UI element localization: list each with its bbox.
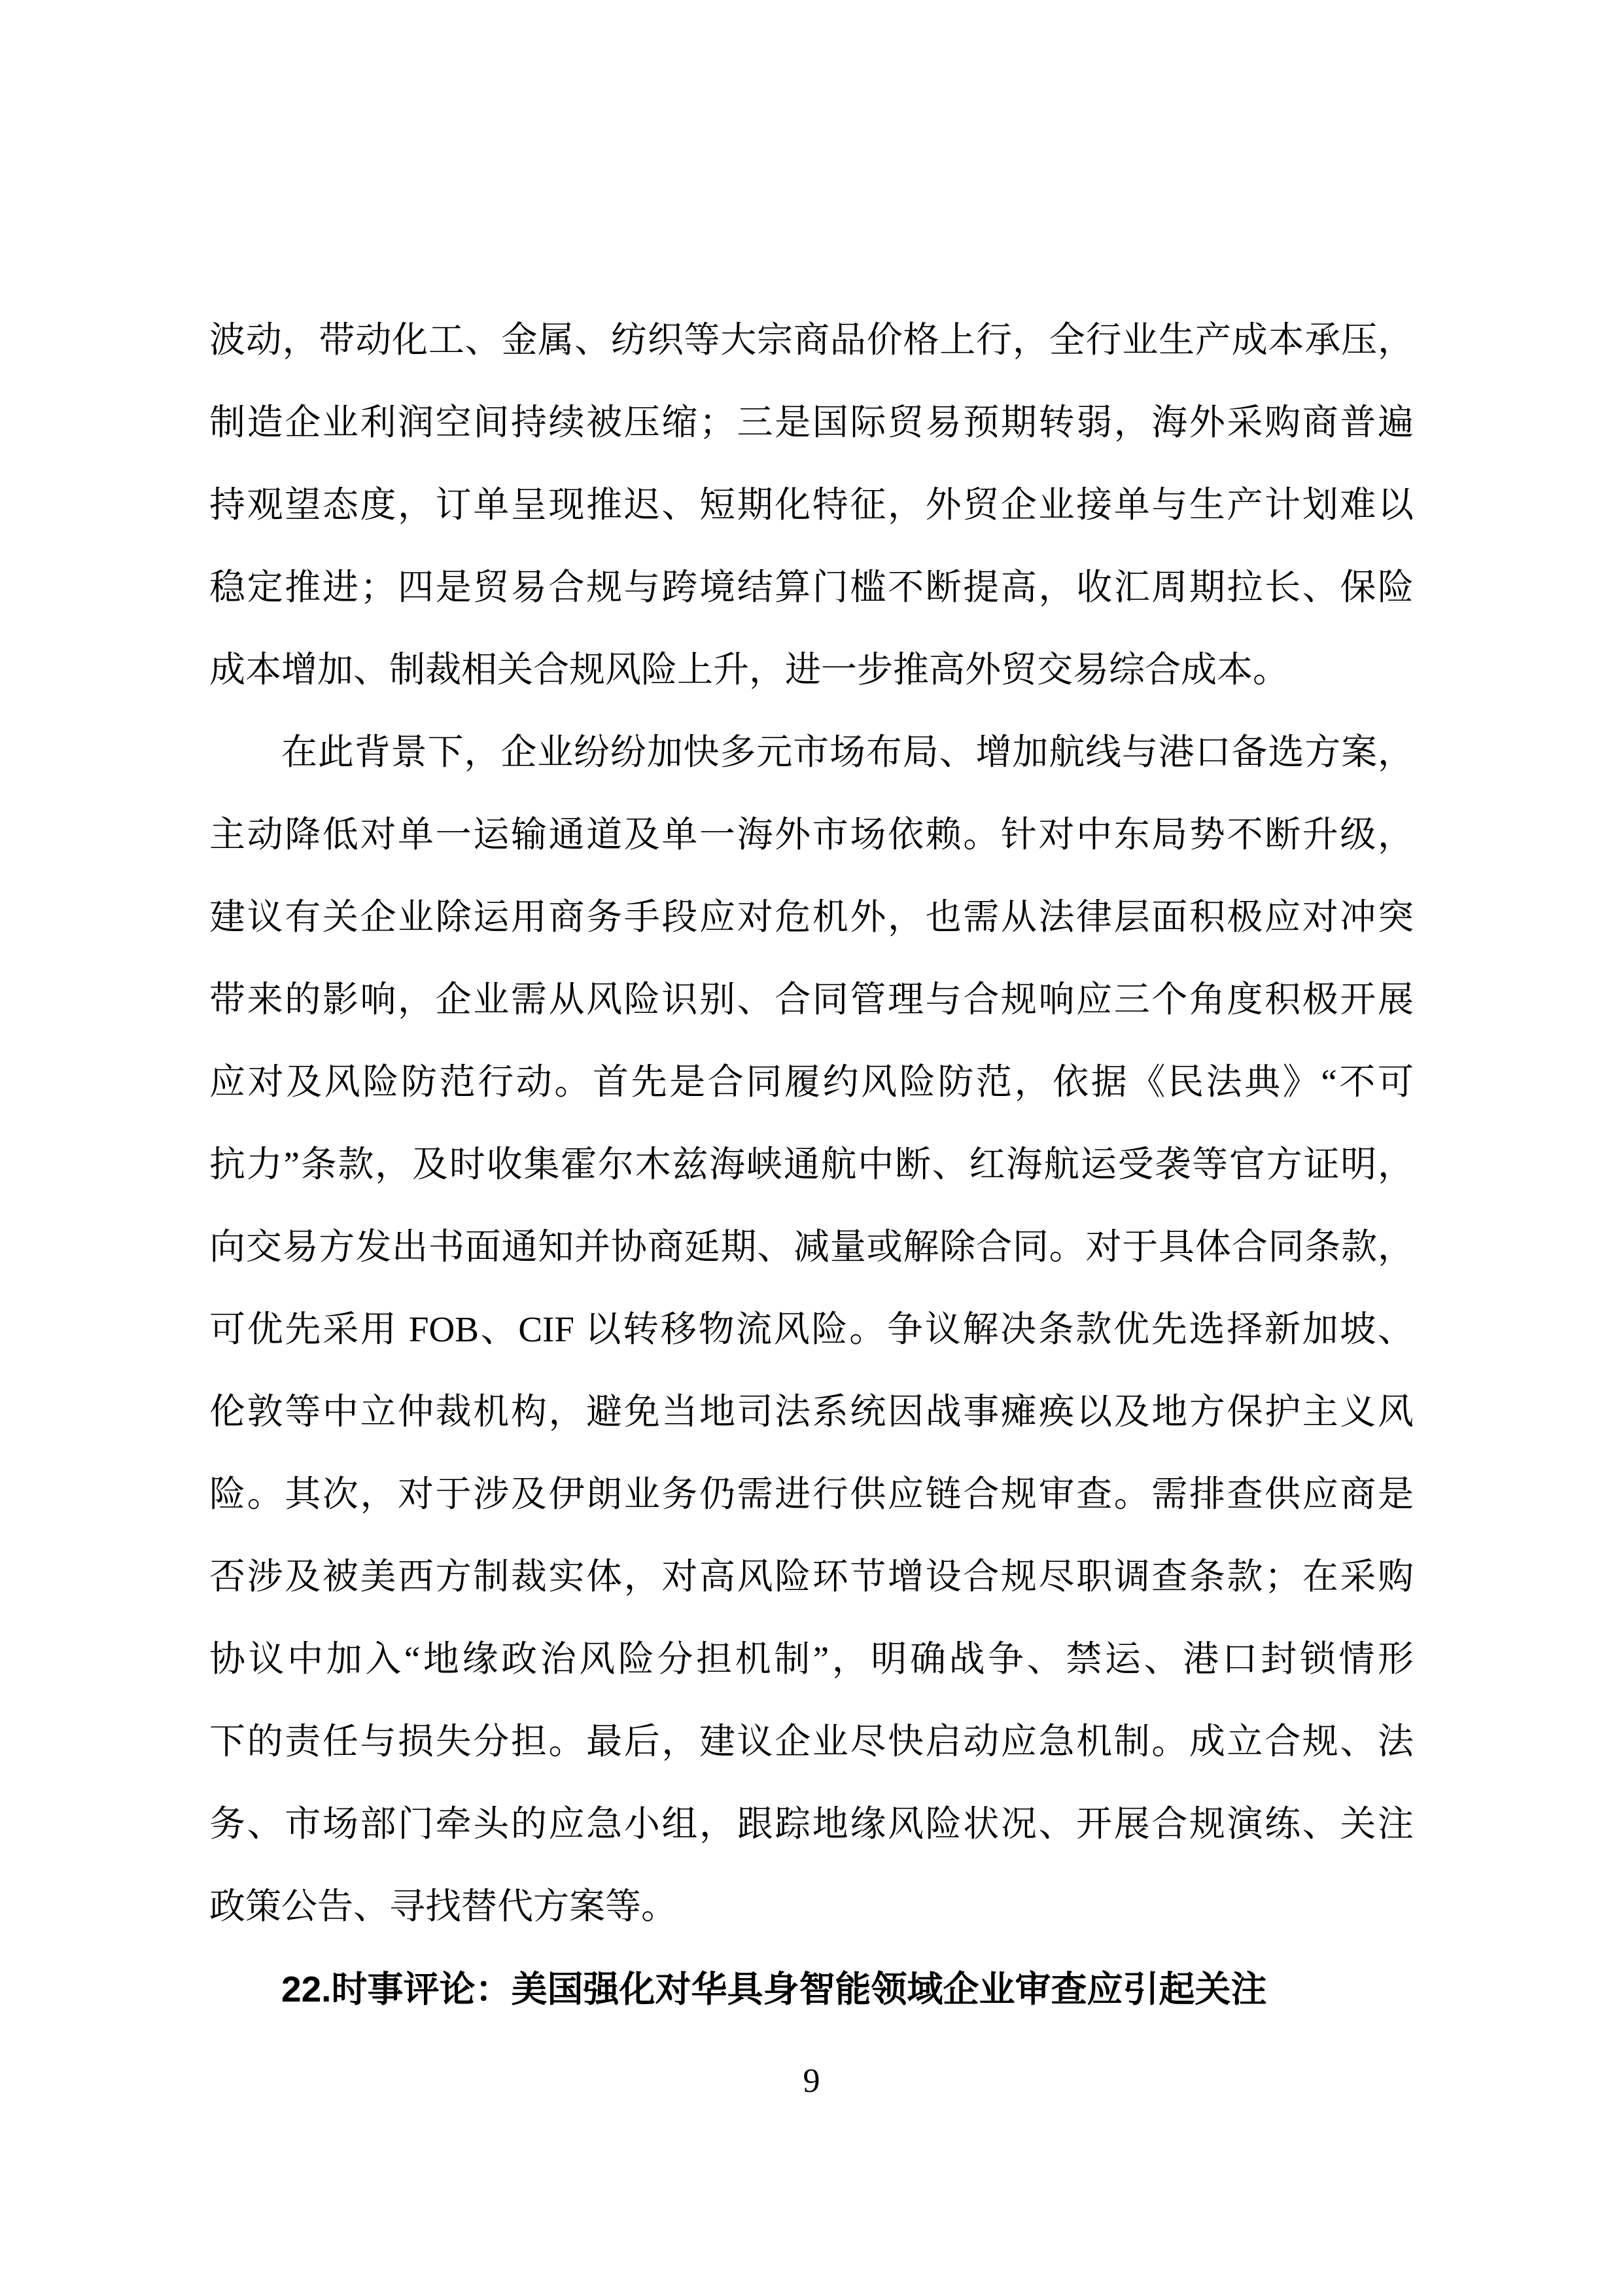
text-line: 应对及风险防范行动。首先是合同履约风险防范，依据《民法典》“不可	[209, 1062, 1414, 1102]
text-line: 抗力”条款，及时收集霍尔木兹海峡通航中断、红海航运受袭等官方证明，	[209, 1144, 1414, 1184]
text-block	[209, 299, 1414, 2030]
text-line: 伦敦等中立仲裁机构，避免当地司法系统因战事瘫痪以及地方保护主义风	[209, 1392, 1414, 1432]
text-line: 制造企业利润空间持续被压缩；三是国际贸易预期转弱，海外采购商普遍	[209, 402, 1414, 442]
text-line: 否涉及被美西方制裁实体，对高风险环节增设合规尽职调查条款；在采购	[209, 1557, 1414, 1597]
section-heading: 22.时事评论：美国强化对华具身智能领域企业审查应引起关注	[281, 1969, 1267, 2009]
text-line: 政策公告、寻找替代方案等。	[209, 1886, 678, 1926]
paragraph	[209, 299, 1414, 711]
text-line: 下的责任与损失分担。最后，建议企业尽快启动应急机制。成立合规、法	[209, 1722, 1414, 1761]
text-line: 稳定推进；四是贸易合规与跨境结算门槛不断提高，收汇周期拉长、保险	[209, 567, 1414, 607]
text-line: 向交易方发出书面通知并协商延期、减量或解除合同。对于具体合同条款，	[209, 1227, 1414, 1267]
text-line: 协议中加入“地缘政治风险分担机制”，明确战争、禁运、港口封锁情形	[209, 1639, 1414, 1679]
text-line: 务、市场部门牵头的应急小组，跟踪地缘风险状况、开展合规演练、关注	[209, 1804, 1414, 1844]
text-line: 险。其次，对于涉及伊朗业务仍需进行供应链合规审查。需排查供应商是	[209, 1474, 1414, 1514]
paragraph	[209, 711, 1414, 1948]
text-line: 可优先采用 FOB、CIF 以转移物流风险。争议解决条款优先选择新加坡、	[209, 1309, 1414, 1349]
text-line: 在此背景下，企业纷纷加快多元市场布局、增加航线与港口备选方案，	[281, 732, 1414, 772]
text-line: 带来的影响，企业需从风险识别、合同管理与合规响应三个角度积极开展	[209, 980, 1414, 1019]
text-line: 持观望态度，订单呈现推迟、短期化特征，外贸企业接单与生产计划难以	[209, 485, 1414, 525]
text-line: 建议有关企业除运用商务手段应对危机外，也需从法律层面积极应对冲突	[209, 897, 1414, 937]
page-number: 9	[803, 2062, 820, 2100]
text-line: 成本增加、制裁相关合规风险上升，进一步推高外贸交易综合成本。	[209, 650, 1289, 690]
text-line: 主动降低对单一运输通道及单一海外市场依赖。针对中东局势不断升级，	[209, 815, 1414, 855]
text-line: 波动，带动化工、金属、纺织等大宗商品价格上行，全行业生产成本承压，	[209, 320, 1414, 360]
